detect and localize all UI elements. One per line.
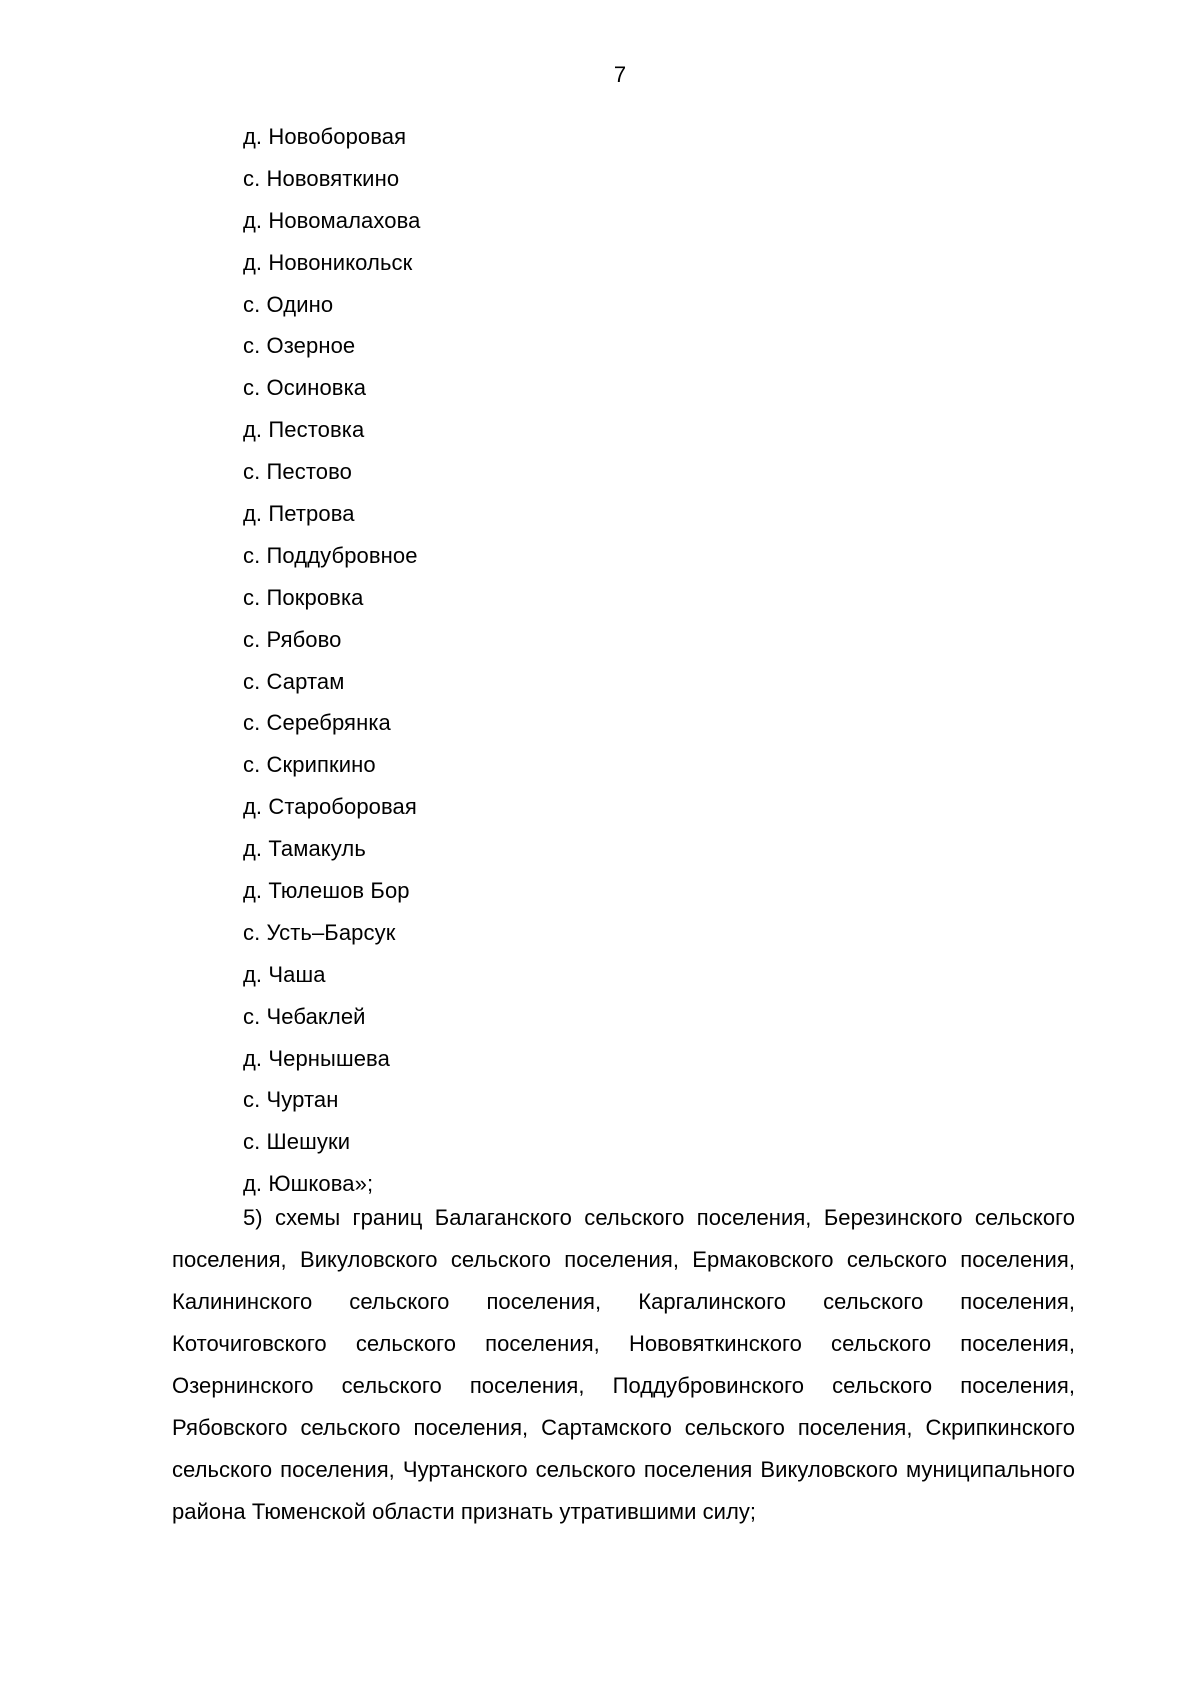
settlement-item: с. Нововяткино [243, 165, 400, 191]
settlement-item: д. Юшкова»; [243, 1171, 374, 1197]
settlement-item: с. Покровка [243, 584, 364, 610]
settlement-item: д. Тюлешов Бор [243, 878, 410, 904]
settlement-item: д. Новомалахова [243, 207, 421, 233]
settlement-item: д. Староборовая [243, 794, 417, 820]
page-number: 7 [613, 62, 627, 87]
settlement-item: с. Одино [243, 291, 334, 317]
settlement-item: с. Поддубровное [243, 542, 418, 568]
settlement-item: с. Осиновка [243, 375, 367, 401]
settlement-item: с. Пестово [243, 459, 353, 485]
settlement-item: д. Чернышева [243, 1045, 390, 1071]
settlement-item: д. Чаша [243, 961, 326, 987]
settlement-item: д. Тамакуль [243, 836, 366, 862]
settlement-item: с. Рябово [243, 626, 342, 652]
settlement-item: с. Чуртан [243, 1087, 339, 1113]
settlement-list [243, 116, 420, 1205]
settlement-item: с. Скрипкино [243, 752, 376, 778]
settlement-item: с. Серебрянка [243, 710, 391, 736]
clause-5-paragraph: 5) схемы границ Балаганского сельского поселения, Березинского сельского поселения, Викуловского сельского поселения, Ермаковского сельского поселения, Калининского сельского поселения, Каргалинского сельского поселения, Коточиговского сельского поселения, Нововяткинского сельского поселения, Озернинского сельского поселения, Поддубровинского сельского поселения, Рябовского сельского поселения, Сартамского сельского поселения, Скрипкинского сельского поселения, Чуртанского сельского поселения Викуловского муниципального района Тюменской области признать утратившими силу; [172, 1205, 1075, 1524]
settlement-item: с. Чебаклей [243, 1003, 366, 1029]
settlement-item: с. Усть–Барсук [243, 919, 396, 945]
settlement-item: д. Петрова [243, 501, 355, 527]
settlement-item: д. Новоборовая [243, 124, 407, 149]
settlement-item: д. Пестовка [243, 417, 365, 443]
settlement-item: с. Шешуки [243, 1129, 351, 1155]
settlement-item: с. Озерное [243, 333, 356, 359]
settlement-item: с. Сартам [243, 668, 345, 694]
settlement-item: д. Новоникольск [243, 249, 413, 275]
